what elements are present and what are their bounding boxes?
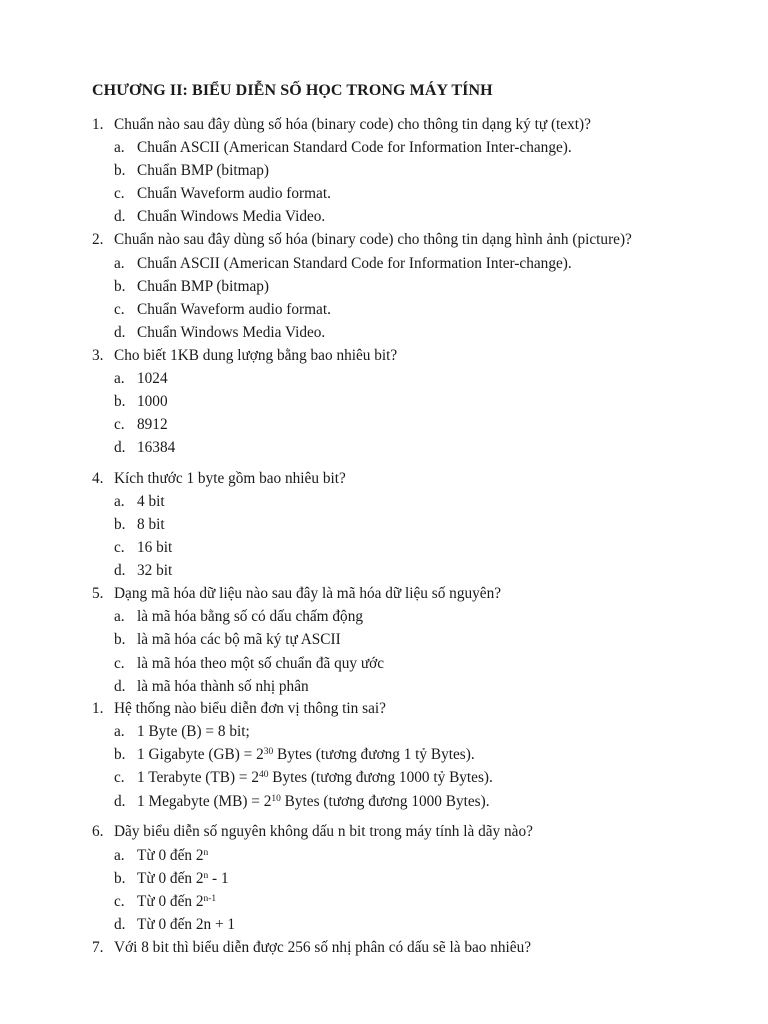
question-7 (0, 936, 768, 959)
option-6a (0, 844, 768, 867)
question-text: Hệ thống nào biểu diễn đơn vị thông tin sai? (114, 700, 386, 717)
option-text: là mã hóa theo một số chuẩn đã quy ước (137, 655, 385, 672)
question-number: 6. (92, 823, 104, 840)
option-text (137, 743, 475, 766)
option-letter: c. (114, 301, 125, 318)
option-4a (0, 490, 768, 513)
question-text: Dạng mã hóa dữ liệu nào sau đây là mã hóa dữ liệu số nguyên? (114, 585, 502, 602)
question-text: Cho biết 1KB dung lượng bằng bao nhiêu bit? (114, 347, 398, 364)
option-text-pre: Từ 0 đến 2 (137, 870, 204, 887)
question-4 (0, 467, 768, 490)
option-text (137, 867, 229, 890)
option-1a (0, 136, 768, 159)
exponent: 30 (263, 746, 274, 757)
option-text-post: - 1 (208, 870, 229, 887)
question-2 (0, 228, 768, 251)
option-text: 8 bit (137, 516, 165, 533)
option-text: 16384 (137, 439, 176, 456)
option-letter: c. (114, 185, 125, 202)
option-letter: b. (114, 631, 126, 648)
question-1 (0, 113, 768, 136)
option-text: Chuẩn ASCII (American Standard Code for Information Inter-change). (137, 255, 572, 272)
question-number: 1. (92, 116, 104, 133)
question-3 (0, 344, 768, 367)
option-text: 1000 (137, 393, 168, 410)
exponent: n (203, 870, 209, 881)
question-text: Kích thước 1 byte gồm bao nhiêu bit? (114, 470, 346, 487)
option-text: 1 Byte (B) = 8 bit; (137, 723, 250, 740)
option-letter: c. (114, 769, 125, 786)
option-text: Chuẩn BMP (bitmap) (137, 162, 270, 179)
option-letter: b. (114, 870, 126, 887)
option-text: Chuẩn Windows Media Video. (137, 208, 326, 225)
exponent: n-1 (203, 893, 217, 904)
option-text (137, 766, 493, 789)
option-text (137, 890, 216, 913)
question-text: Dãy biểu diễn số nguyên không dấu n bit trong máy tính là dãy nào? (114, 823, 533, 840)
chapter-title: CHƯƠNG II: BIỂU DIỄN SỐ HỌC TRONG MÁY TÍNH (92, 82, 493, 99)
option-5b (0, 628, 768, 651)
option-1c (0, 182, 768, 205)
option-2b (0, 275, 768, 298)
question-number: 1. (92, 700, 104, 717)
option-letter: a. (114, 139, 125, 156)
option-letter: d. (114, 439, 126, 456)
option-3a (0, 367, 768, 390)
option-letter: d. (114, 208, 126, 225)
option-letter: a. (114, 847, 125, 864)
option-6c (0, 890, 768, 913)
option-letter: d. (114, 324, 126, 341)
option-1d (0, 205, 768, 228)
question-6 (0, 820, 768, 843)
question-text: Với 8 bit thì biểu diễn được 256 số nhị phân có dấu sẽ là bao nhiêu? (114, 939, 532, 956)
question-number: 5. (92, 585, 104, 602)
option-letter: a. (114, 608, 125, 625)
option-text: là mã hóa bằng số có dấu chấm động (137, 608, 363, 625)
option-letter: d. (114, 678, 126, 695)
option-5c (0, 652, 768, 675)
option-2a (0, 252, 768, 275)
option-letter: d. (114, 916, 126, 933)
option-text-post: Bytes (tương đương 1000 tỷ Bytes). (268, 769, 493, 786)
question-text: Chuẩn nào sau đây dùng số hóa (binary code) cho thông tin dạng ký tự (text)? (114, 116, 591, 133)
option-1b (0, 159, 768, 182)
option-letter: a. (114, 723, 125, 740)
exponent: 10 (271, 793, 281, 804)
option-units-b (0, 743, 768, 766)
option-letter: c. (114, 655, 125, 672)
exponent: n (203, 847, 209, 858)
option-letter: b. (114, 746, 126, 763)
option-text-pre: 1 Gigabyte (GB) = 2 (137, 746, 264, 763)
option-text: Chuẩn BMP (bitmap) (137, 278, 270, 295)
option-text: 8912 (137, 416, 168, 433)
option-units-a (0, 720, 768, 743)
option-text: 32 bit (137, 562, 173, 579)
question-5 (0, 582, 768, 605)
option-letter: d. (114, 562, 126, 579)
question-units (0, 697, 768, 720)
option-text-post: Bytes (tương đương 1 tỷ Bytes). (273, 746, 475, 763)
option-letter: a. (114, 493, 125, 510)
question-number: 4. (92, 470, 104, 487)
option-text-pre: Từ 0 đến 2 (137, 847, 204, 864)
option-text: Chuẩn ASCII (American Standard Code for Information Inter-change). (137, 139, 572, 156)
option-2d (0, 321, 768, 344)
option-letter: b. (114, 516, 126, 533)
option-letter: a. (114, 370, 125, 387)
option-letter: c. (114, 893, 125, 910)
option-4d (0, 559, 768, 582)
question-number: 7. (92, 939, 104, 956)
option-text-pre: Từ 0 đến 2 (137, 893, 204, 910)
option-text (137, 844, 208, 867)
option-letter: b. (114, 162, 126, 179)
option-letter: d. (114, 793, 126, 810)
option-6d (0, 913, 768, 936)
option-3c (0, 413, 768, 436)
option-text: 4 bit (137, 493, 165, 510)
option-4b (0, 513, 768, 536)
option-letter: c. (114, 539, 125, 556)
option-5a (0, 605, 768, 628)
option-4c (0, 536, 768, 559)
exponent: 40 (258, 769, 269, 780)
option-text-pre: 1 Megabyte (MB) = 2 (137, 793, 272, 810)
option-text-post: Bytes (tương đương 1000 Bytes). (280, 793, 490, 810)
option-text (137, 790, 490, 813)
option-text: 1024 (137, 370, 168, 387)
option-text: là mã hóa các bộ mã ký tự ASCII (137, 631, 341, 648)
option-6b (0, 867, 768, 890)
option-letter: b. (114, 278, 126, 295)
option-2c (0, 298, 768, 321)
option-5d (0, 675, 768, 698)
question-number: 2. (92, 231, 104, 248)
option-letter: c. (114, 416, 125, 433)
question-number: 3. (92, 347, 104, 364)
option-text: Từ 0 đến 2n + 1 (137, 916, 236, 933)
option-text: 16 bit (137, 539, 173, 556)
option-3b (0, 390, 768, 413)
option-text: là mã hóa thành số nhị phân (137, 678, 309, 695)
option-text-pre: 1 Terabyte (TB) = 2 (137, 769, 259, 786)
option-text: Chuẩn Waveform audio format. (137, 185, 331, 202)
option-letter: a. (114, 255, 125, 272)
option-text: Chuẩn Windows Media Video. (137, 324, 326, 341)
question-text: Chuẩn nào sau đây dùng số hóa (binary code) cho thông tin dạng hình ảnh (picture)? (114, 231, 632, 248)
option-units-d (0, 790, 768, 813)
option-text: Chuẩn Waveform audio format. (137, 301, 331, 318)
option-3d (0, 436, 768, 459)
option-letter: b. (114, 393, 126, 410)
option-units-c (0, 766, 768, 789)
